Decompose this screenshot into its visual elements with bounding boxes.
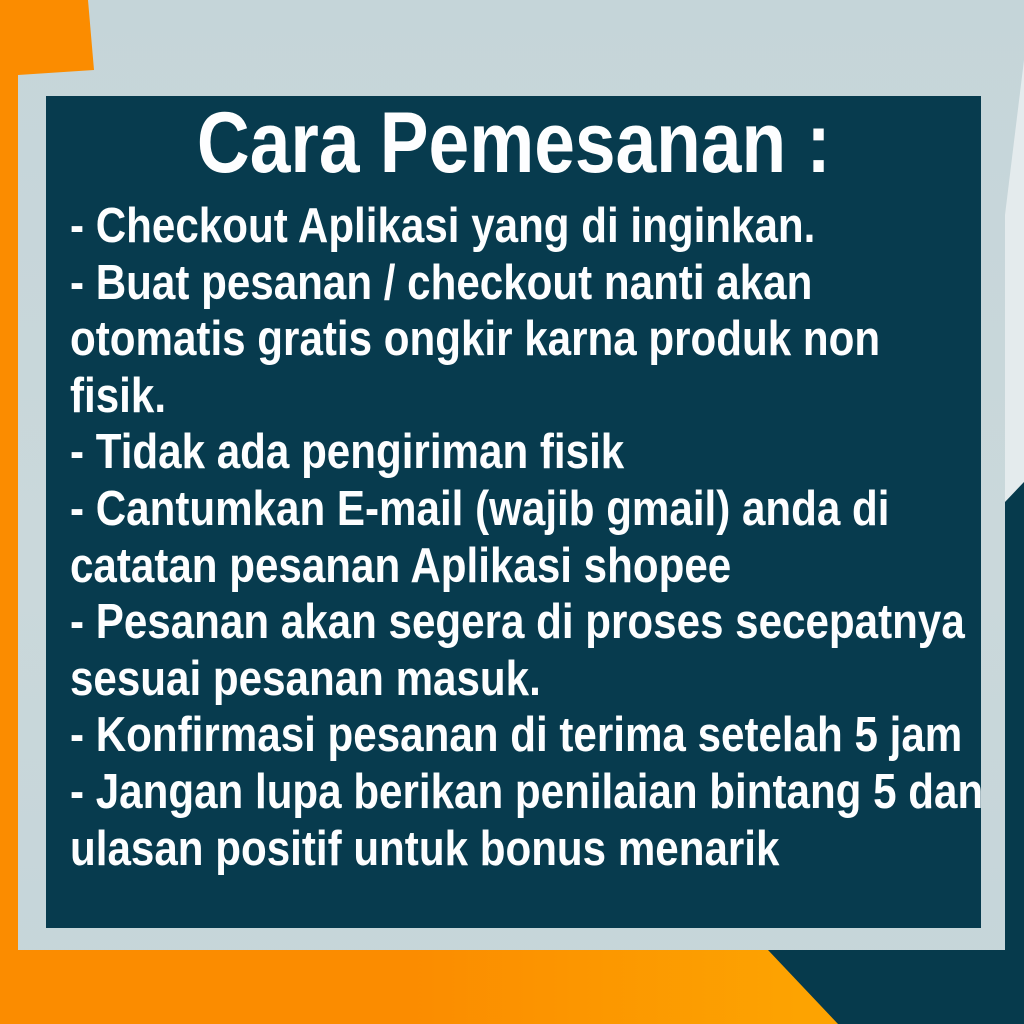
instruction-line: - Tidak ada pengiriman fisik <box>70 425 625 480</box>
instruction-list <box>70 198 982 877</box>
instruction-line: - Buat pesanan / checkout nanti akan <box>70 255 813 310</box>
instruction-line: - Checkout Aplikasi yang di inginkan. <box>70 199 816 253</box>
instruction-line: ulasan positif untuk bonus menarik <box>70 821 780 876</box>
poster-title <box>46 95 981 191</box>
instruction-line: catatan pesanan Aplikasi shopee <box>70 538 732 593</box>
instruction-line: - Pesanan akan segera di proses secepatnya <box>70 595 965 650</box>
instruction-line: otomatis gratis ongkir karna produk non <box>70 312 881 367</box>
instruction-line: sesuai pesanan masuk. <box>70 651 541 706</box>
instruction-line: fisik. <box>70 368 167 423</box>
poster-title-text: Cara Pemesanan : <box>196 95 831 191</box>
instruction-line: - Jangan lupa berikan penilaian bintang 5 dan <box>70 764 984 819</box>
instruction-line: - Konfirmasi pesanan di terima setelah 5 jam <box>70 708 963 763</box>
instruction-line: - Cantumkan E-mail (wajib gmail) anda di <box>70 481 890 536</box>
